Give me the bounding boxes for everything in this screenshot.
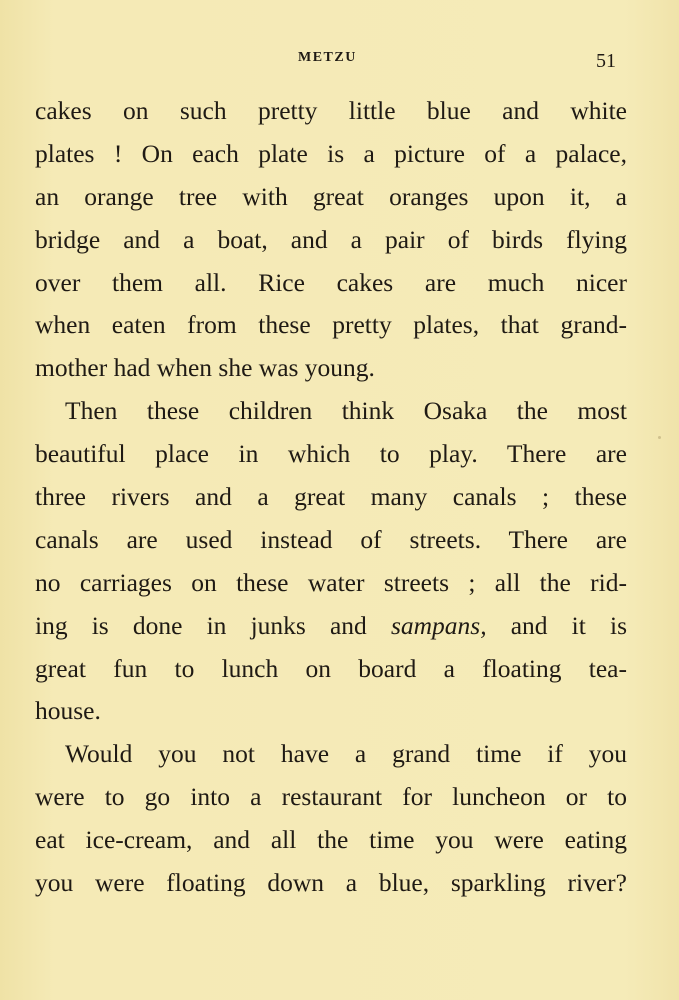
- text-line: cakes on such pretty little blue and white: [35, 96, 627, 125]
- text-line-with-italic: [35, 605, 627, 648]
- text-line: an orange tree with great oranges upon it, a: [35, 181, 627, 211]
- page-number: 51: [596, 50, 616, 72]
- text-line: Would you not have a grand time if you: [65, 739, 627, 769]
- text-line: bridge and a boat, and a pair of birds flying: [35, 224, 627, 254]
- text-line: three rivers and a great many canals ; these: [35, 482, 627, 512]
- text-line: when eaten from these pretty plates, that grand-: [35, 310, 627, 340]
- text-line: great fun to lunch on board a floating tea-: [35, 653, 627, 683]
- text-line: plates ! On each plate is a picture of a palace,: [35, 138, 627, 168]
- text-line: were to go into a restaurant for luncheon or to: [35, 782, 627, 812]
- text-line: Then these children think Osaka the most: [65, 396, 627, 426]
- body-text: [35, 90, 627, 905]
- text-segment: and it is: [486, 610, 628, 640]
- text-line: you were floating down a blue, sparkling river?: [35, 868, 627, 898]
- text-line: mother had when she was young.: [35, 353, 375, 383]
- paragraph-2: [35, 390, 627, 733]
- paper-speck: [658, 436, 661, 439]
- text-line: canals are used instead of streets. There are: [35, 524, 627, 554]
- text-line: no carriages on these water streets ; all the rid-: [35, 567, 627, 597]
- italic-word: sampans,: [390, 610, 487, 640]
- paragraph-1: [35, 90, 627, 390]
- text-line: over them all. Rice cakes are much nicer: [35, 267, 627, 297]
- running-head: [0, 50, 679, 74]
- paragraph-3: [35, 733, 627, 905]
- text-line: house.: [35, 696, 101, 726]
- running-title: METZU: [298, 50, 357, 65]
- text-line: beautiful place in which to play. There are: [35, 439, 627, 469]
- text-segment: ing is done in junks and: [35, 610, 391, 640]
- text-line: eat ice-cream, and all the time you were eating: [35, 825, 627, 855]
